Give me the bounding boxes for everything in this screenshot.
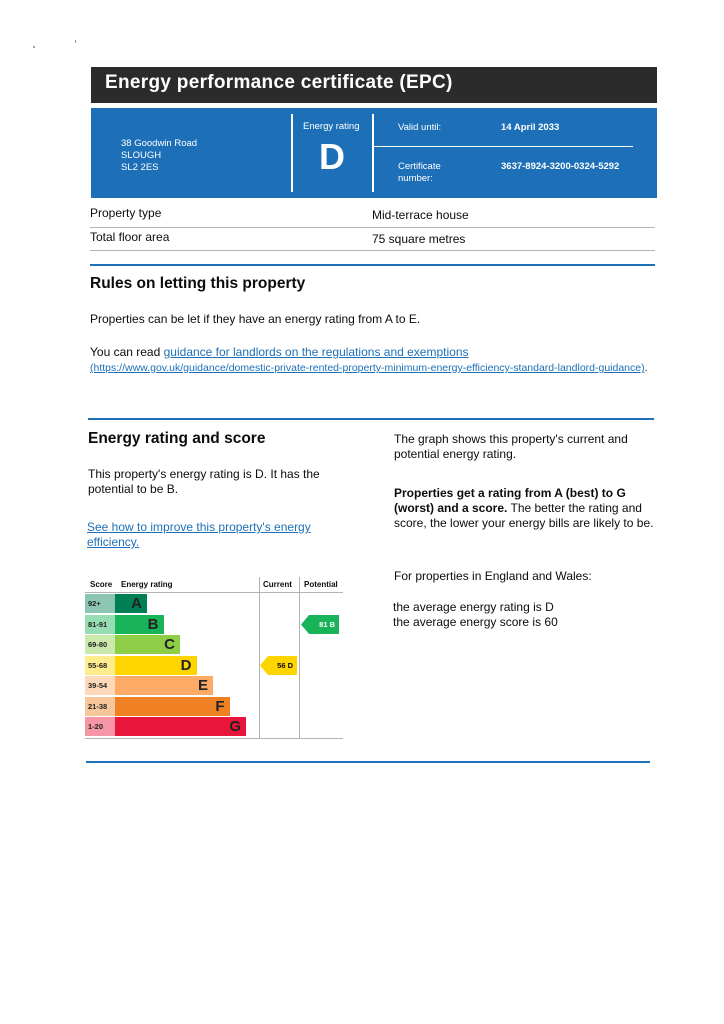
address <box>121 138 197 174</box>
rating-band-g <box>85 717 246 736</box>
chart-header-rule <box>85 592 343 593</box>
average-score-text: the average energy score is 60 <box>393 615 558 629</box>
certificate-number-value: 3637-8924-3200-0324-5292 <box>501 161 620 172</box>
band-letter: E <box>197 677 208 694</box>
valid-until-label: Valid until: <box>398 122 442 133</box>
current-rating-pointer-label: 56 D <box>277 660 293 670</box>
rating-explanation <box>394 486 654 531</box>
scan-speck <box>33 46 35 48</box>
rating-band-f <box>85 697 230 716</box>
address-line-3: SL2 2ES <box>121 162 159 173</box>
rating-band-e <box>85 676 213 695</box>
summary-box <box>91 108 657 198</box>
rating-explanation-rest: The better the rating and score, the lower your energy bills are likely to be. <box>394 501 654 530</box>
band-score-range: 1-20 <box>88 722 104 731</box>
rating-band-c <box>85 635 180 654</box>
band-score-range: 21-38 <box>88 701 108 711</box>
floor-area-label: Total floor area <box>90 230 170 244</box>
guidance-paragraph <box>90 345 650 375</box>
chart-current-header: Current <box>263 580 292 589</box>
page-title: Energy performance certificate (EPC) <box>105 72 453 93</box>
guidance-link[interactable]: guidance for landlords on the regulations and exemptions <box>163 345 469 359</box>
title-bar <box>91 67 657 103</box>
band-letter: G <box>229 718 241 735</box>
rating-heading: Energy rating and score <box>88 430 266 447</box>
rating-band-d <box>85 656 197 675</box>
divider <box>372 114 374 192</box>
property-type-label: Property type <box>90 206 162 220</box>
epc-rating-chart <box>85 577 343 739</box>
section-divider <box>88 418 654 420</box>
potential-rating-pointer-label: 81 B <box>319 619 335 629</box>
rating-band-a <box>85 594 147 613</box>
floor-area-value: 75 square metres <box>372 232 466 246</box>
scan-speck <box>75 40 76 43</box>
section-divider <box>90 264 655 266</box>
rules-heading: Rules on letting this property <box>90 275 306 292</box>
rating-band-b <box>85 615 164 634</box>
rating-paragraph: This property's energy rating is D. It has the potential to be B. <box>88 467 320 496</box>
section-divider <box>86 761 650 763</box>
band-letter: A <box>131 595 142 612</box>
guidance-url-link[interactable]: (https://www.gov.uk/guidance/domestic-private-rented-property-minimum-energy-efficiency-standard-landlord-guidance) <box>90 362 645 374</box>
band-letter: D <box>180 656 192 674</box>
property-type-value: Mid-terrace house <box>372 208 469 222</box>
valid-until-value: 14 April 2033 <box>501 122 560 133</box>
potential-rating-pointer <box>301 615 339 634</box>
rating-explanation-bold: Properties get a rating from A (best) to G (worst) and a score. <box>394 486 626 515</box>
band-letter: F <box>215 697 225 715</box>
divider <box>291 114 293 192</box>
band-letter: B <box>147 615 159 633</box>
england-wales-text: For properties in England and Wales: <box>394 569 592 583</box>
address-line-2: SLOUGH <box>121 150 162 161</box>
current-rating-pointer <box>260 656 297 675</box>
chart-column-divider <box>299 577 300 739</box>
divider <box>373 146 633 147</box>
band-letter: C <box>164 636 175 653</box>
guidance-suffix: . <box>644 362 648 374</box>
band-score-range: 55-68 <box>88 660 108 670</box>
energy-rating-label: Energy rating <box>303 121 360 132</box>
band-score-range: 69-80 <box>88 640 108 649</box>
graph-explanation: The graph shows this property's current and potential energy rating. <box>394 432 628 461</box>
guidance-prefix: You can read <box>90 345 164 359</box>
address-line-1: 38 Goodwin Road <box>121 138 198 149</box>
band-score-range: 39-54 <box>88 681 108 690</box>
chart-score-header: Score <box>90 580 113 589</box>
band-score-range: 92+ <box>88 599 101 608</box>
band-score-range: 81-91 <box>88 619 108 629</box>
chart-rating-header: Energy rating <box>121 580 173 589</box>
average-rating-text: the average energy rating is D <box>393 600 554 614</box>
energy-rating-letter: D <box>319 136 345 177</box>
certificate-number-label: Certificate number: <box>398 161 441 184</box>
chart-potential-header: Potential <box>304 580 338 589</box>
rules-paragraph: Properties can be let if they have an energy rating from A to E. <box>90 312 421 326</box>
row-divider <box>90 227 655 228</box>
improve-efficiency-link[interactable]: See how to improve this property's energy efficiency. <box>87 520 311 549</box>
row-divider <box>90 250 655 251</box>
